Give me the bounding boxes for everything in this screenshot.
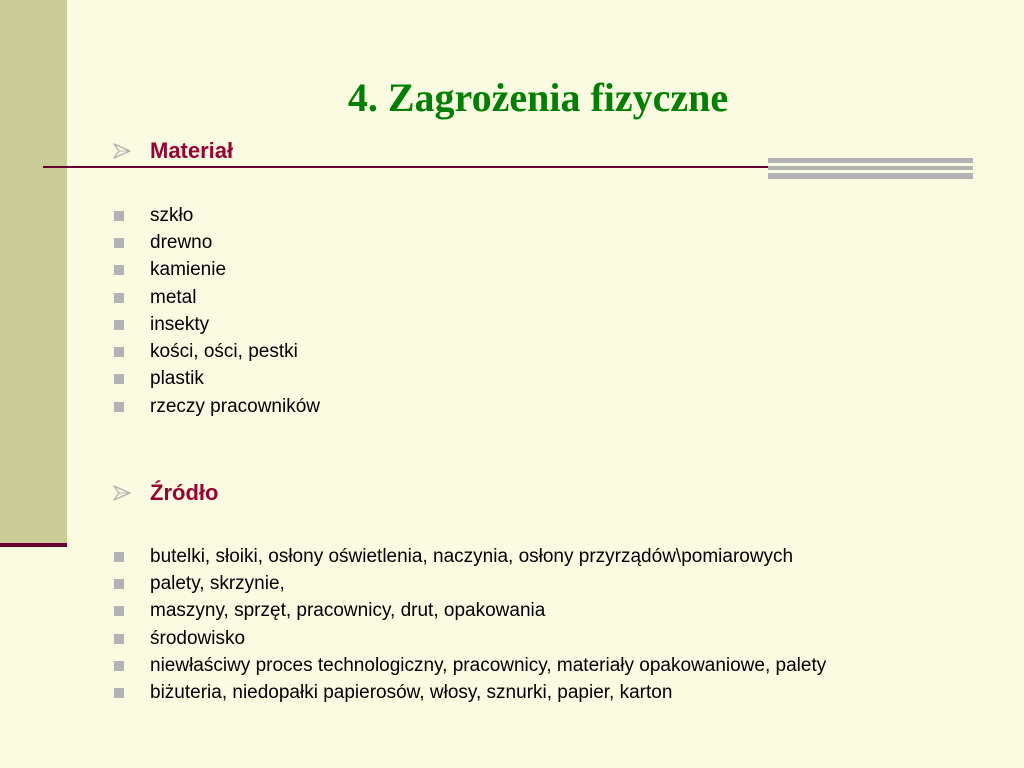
list-item: palety, skrzynie, (114, 570, 826, 597)
bullet-square-icon (114, 606, 124, 616)
section-heading-material (112, 136, 233, 166)
bullet-square-icon (114, 347, 124, 357)
bullet-square-icon (114, 688, 124, 698)
list-item: maszyny, sprzęt, pracownicy, drut, opakowania (114, 598, 826, 625)
slide-title: 4. Zagrożenia fizyczne (347, 75, 729, 120)
bullet-square-icon (114, 402, 124, 412)
arrowhead-outline-icon (112, 142, 132, 160)
divider-rule (43, 166, 768, 168)
divider-grey-band (768, 158, 973, 179)
bullet-square-icon (114, 634, 124, 644)
bullet-square-icon (114, 238, 124, 248)
material-list (114, 202, 320, 420)
bullet-square-icon (114, 293, 124, 303)
list-item: insekty (114, 311, 320, 338)
list-item: niewłaściwy proces technologiczny, pracownicy, materiały opakowaniowe, palety (114, 652, 826, 679)
list-item: szkło (114, 202, 320, 229)
list-item: plastik (114, 366, 320, 393)
list-item: butelki, słoiki, osłony oświetlenia, naczynia, osłony przyrządów\pomiarowych (114, 543, 826, 570)
section-heading-label: Materiał (150, 138, 234, 163)
list-item: środowisko (114, 625, 826, 652)
list-item: rzeczy pracowników (114, 393, 320, 420)
bullet-square-icon (114, 320, 124, 330)
bullet-square-icon (114, 265, 124, 275)
bullet-square-icon (114, 211, 124, 221)
list-item: kamienie (114, 257, 320, 284)
bullet-square-icon (114, 661, 124, 671)
section-heading-label: Źródło (150, 480, 219, 505)
list-item: kości, ości, pestki (114, 338, 320, 365)
section-heading-source (112, 478, 218, 508)
side-decoration-rule (0, 543, 67, 547)
list-item: metal (114, 284, 320, 311)
list-item: drewno (114, 229, 320, 256)
list-item: biżuteria, niedopałki papierosów, włosy, sznurki, papier, karton (114, 679, 826, 706)
arrowhead-outline-icon (112, 484, 132, 502)
source-list (114, 543, 826, 707)
bullet-square-icon (114, 374, 124, 384)
bullet-square-icon (114, 579, 124, 589)
bullet-square-icon (114, 552, 124, 562)
